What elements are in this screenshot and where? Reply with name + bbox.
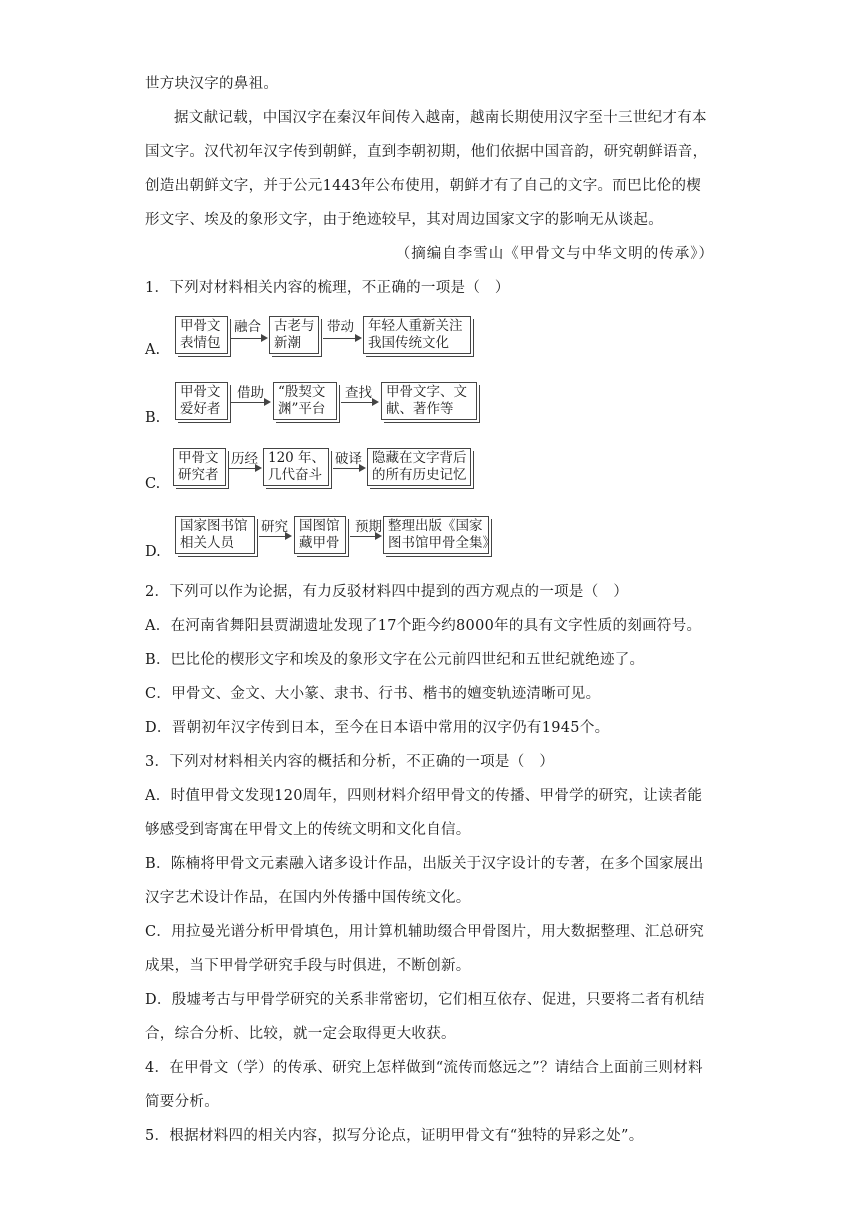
- q3-option-a[interactable]: A．时值甲骨文发现120周年，四则材料介绍甲骨文的传播、甲骨学的研究，让读者能: [145, 788, 703, 804]
- arrow-label-1: 借助: [237, 385, 264, 401]
- option-letter: A.: [145, 342, 161, 358]
- q3-option-c[interactable]: C．用拉曼光谱分析甲骨填色，用计算机辅助缀合甲骨图片，用大数据整理、汇总研究: [145, 924, 704, 940]
- q1-option-c-diagram[interactable]: [145, 446, 565, 496]
- arrow-label-2: 破译: [335, 451, 362, 467]
- arrow-label-1: 历经: [231, 451, 258, 467]
- q1-option-d-diagram[interactable]: [145, 514, 565, 564]
- arrow-right-icon: [341, 402, 377, 403]
- flow-box-2: “殷契文 渊”平台: [273, 382, 337, 420]
- q1-option-b-diagram[interactable]: [145, 380, 565, 430]
- q2-option-b[interactable]: B．巴比伦的楔形文字和埃及的象形文字在公元前四世纪和五世纪就绝迹了。: [145, 652, 645, 668]
- passage-line: 世方块汉字的鼻祖。: [145, 76, 279, 92]
- q3-option-b[interactable]: B．陈楠将甲骨文元素融入诸多设计作品，出版关于汉字设计的专著，在多个国家展出: [145, 856, 704, 872]
- q3-option-d[interactable]: D．殷墟考古与甲骨学研究的关系非常密切，它们相互依存、促进，只要将二者有机结: [145, 992, 705, 1008]
- option-letter: C.: [145, 476, 161, 492]
- flow-box-1: 甲骨文 表情包: [175, 316, 228, 354]
- flow-box-1: 甲骨文 爱好者: [175, 382, 228, 420]
- question-2-stem: 2．下列可以作为论据，有力反驳材料四中提到的西方观点的一项是（ ）: [145, 584, 629, 600]
- q2-option-c[interactable]: C．甲骨文、金文、大小篆、隶书、行书、楷书的嬗变轨迹清晰可见。: [145, 686, 601, 702]
- source-citation: （摘编自李雪山《甲骨文与中华文明的传承》）: [395, 246, 714, 262]
- flow-box-1: 甲骨文 研究者: [173, 448, 226, 486]
- arrow-right-icon: [333, 468, 364, 469]
- arrow-label-2: 带动: [327, 319, 354, 335]
- flow-box-3: 整理出版《国家 图书馆甲骨全集》: [383, 516, 489, 554]
- arrow-right-icon: [231, 338, 266, 339]
- question-3-stem: 3．下列对材料相关内容的概括和分析，不正确的一项是（ ）: [145, 754, 555, 770]
- flow-box-3: 隐藏在文字背后 的所有历史记忆: [367, 448, 471, 486]
- question-4-stem-cont: 简要分析。: [145, 1094, 219, 1110]
- flow-box-1: 国家图书馆 相关人员: [175, 516, 255, 554]
- arrow-right-icon: [350, 536, 380, 537]
- flow-box-2: 古老与 新潮: [269, 316, 319, 354]
- q1-option-a-diagram[interactable]: [145, 314, 565, 364]
- option-letter: D.: [145, 544, 161, 560]
- arrow-right-icon: [323, 338, 360, 339]
- passage-line: 创造出朝鲜文字，并于公元1443年公布使用，朝鲜才有了自己的文字。而巴比伦的楔: [145, 178, 702, 194]
- flow-box-3: 甲骨文字、文 献、著作等: [381, 382, 477, 420]
- flow-box-2: 120 年、 几代奋斗: [263, 448, 329, 486]
- arrow-label-1: 融合: [234, 319, 261, 335]
- flow-box-3: 年轻人重新关注 我国传统文化: [363, 316, 471, 354]
- q3-option-a-cont[interactable]: 够感受到寄寓在甲骨文上的传统文明和文化自信。: [145, 822, 471, 838]
- arrow-right-icon: [229, 468, 260, 469]
- passage-line: 国文字。汉代初年汉字传到朝鲜，直到李朝初期，他们依据中国音韵，研究朝鲜语音，: [145, 144, 708, 160]
- q3-option-c-cont[interactable]: 成果，当下甲骨学研究手段与时俱进，不断创新。: [145, 958, 471, 974]
- question-4-stem: 4．在甲骨文（学）的传承、研究上怎样做到“流传而悠远之”？请结合上面前三则材料: [145, 1060, 703, 1076]
- q2-option-a[interactable]: A．在河南省舞阳县贾湖遗址发现了17个距今约8000年的具有文字性质的刻画符号。: [145, 618, 702, 634]
- question-1-stem: 1．下列对材料相关内容的梳理，不正确的一项是（ ）: [145, 280, 510, 296]
- flow-box-2: 国图馆 藏甲骨: [294, 516, 346, 554]
- q2-option-d[interactable]: D．晋朝初年汉字传到日本，至今在日本语中常用的汉字仍有1945个。: [145, 720, 610, 736]
- arrow-right-icon: [259, 536, 290, 537]
- option-letter: B.: [145, 410, 161, 426]
- passage-line: 形文字、埃及的象形文字，由于绝迹较早，其对周边国家文字的影响无从谈起。: [145, 212, 663, 228]
- arrow-label-2: 查找: [345, 385, 372, 401]
- q3-option-b-cont[interactable]: 汉字艺术设计作品，在国内外传播中国传统文化。: [145, 890, 471, 906]
- arrow-right-icon: [231, 402, 269, 403]
- question-5-stem: 5．根据材料四的相关内容，拟写分论点，证明甲骨文有“独特的异彩之处”。: [145, 1128, 644, 1144]
- arrow-label-1: 研究: [261, 519, 288, 535]
- passage-line: 据文献记载，中国汉字在秦汉年间传入越南，越南长期使用汉字至十三世纪才有本: [174, 110, 707, 126]
- arrow-label-2: 预期: [355, 519, 382, 535]
- q3-option-d-cont[interactable]: 合，综合分析、比较，就一定会取得更大收获。: [145, 1026, 456, 1042]
